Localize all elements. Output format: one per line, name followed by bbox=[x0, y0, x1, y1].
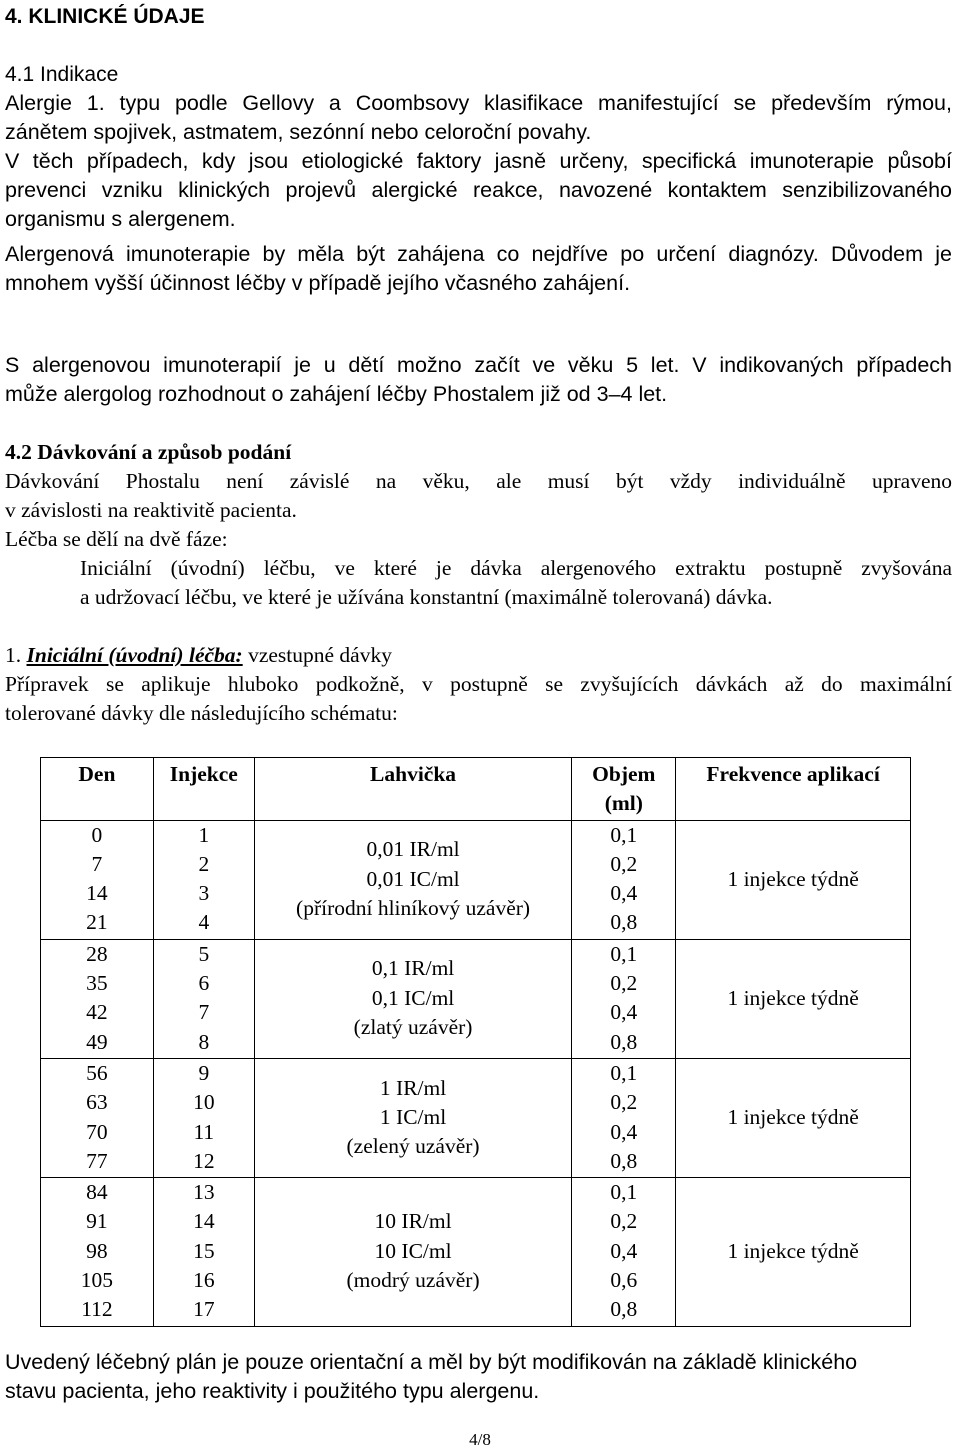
header-injection: Injekce bbox=[153, 758, 254, 821]
vial-cell-value: 10 IC/ml bbox=[374, 1238, 452, 1263]
initial-phase-title: Iniciální (úvodní) léčba: bbox=[26, 643, 243, 667]
day-cell-value: 70 bbox=[86, 1119, 108, 1144]
paragraph-line: Léčba se dělí na dvě fáze: bbox=[5, 527, 228, 551]
day-cell-value: 21 bbox=[86, 910, 108, 935]
volume-cell-value: 0,2 bbox=[610, 1209, 638, 1234]
phase-line: a udržovací léčbu, ve které je užívána konstantní (maximálně tolerovaná) dávka. bbox=[80, 585, 773, 609]
phase-line: Iniciální (úvodní) léčbu, ve které je dávka alergenového extraktu postupně zvyšována bbox=[80, 556, 952, 580]
vial-cell bbox=[254, 1058, 572, 1177]
paragraph-line: Alergenová imunoterapie by měla být zahájena co nejdříve po určení diagnózy. Důvodem je bbox=[5, 242, 952, 266]
day-cell-value: 14 bbox=[86, 881, 108, 906]
paragraph-line: zánětem spojivek, astmatem, sezónní nebo celoroční povahy. bbox=[5, 120, 592, 144]
volume-cell-value: 0,2 bbox=[610, 1090, 638, 1115]
frequency-value: 1 injekce týdně bbox=[727, 985, 859, 1010]
frequency-cell bbox=[676, 1058, 911, 1177]
day-cell-value: 7 bbox=[91, 851, 103, 876]
day-cell-value: 84 bbox=[86, 1180, 108, 1205]
paragraph-line: Dávkování Phostalu není závislé na věku, ale musí být vždy individuálně upraveno bbox=[5, 469, 952, 493]
frequency-cell bbox=[676, 820, 911, 939]
volume-cell-value: 0,1 bbox=[610, 822, 638, 847]
injection-cell-value: 13 bbox=[193, 1180, 215, 1205]
injection-cell-value: 6 bbox=[198, 971, 210, 996]
vial-cell-value: 1 IR/ml bbox=[379, 1075, 447, 1100]
injection-cell-value: 12 bbox=[193, 1148, 215, 1173]
paragraph-line: v závislosti na reaktivitě pacienta. bbox=[5, 498, 297, 522]
day-cell-value: 0 bbox=[91, 822, 103, 847]
volume-cell-value: 0,1 bbox=[610, 941, 638, 966]
volume-cell-value: 0,1 bbox=[610, 1180, 638, 1205]
injection-cell-value: 11 bbox=[193, 1119, 215, 1144]
frequency-value: 1 injekce týdně bbox=[727, 1238, 859, 1263]
volume-cell-value: 0,1 bbox=[610, 1060, 638, 1085]
injection-cell-value: 4 bbox=[198, 910, 210, 935]
initial-phase-rest: vzestupné dávky bbox=[242, 643, 392, 667]
paragraph-line: Přípravek se aplikuje hluboko podkožně, v postupně se zvyšujících dávkách až do maximální bbox=[5, 672, 952, 696]
subsection-title-davkovani: 4.2 Dávkování a způsob podání bbox=[5, 440, 292, 464]
table-row bbox=[41, 939, 911, 1058]
vial-cell bbox=[254, 1178, 572, 1326]
volume-cell bbox=[572, 1178, 676, 1326]
day-cell-value: 42 bbox=[86, 1000, 108, 1025]
injection-cell bbox=[153, 1178, 254, 1326]
paragraph-line: Alergie 1. typu podle Gellovy a Coombsovy klasifikace manifestující se především rýmou, bbox=[5, 91, 952, 115]
volume-cell-value: 0,6 bbox=[610, 1268, 638, 1293]
header-day: Den bbox=[41, 758, 154, 821]
frequency-value: 1 injekce týdně bbox=[727, 1104, 859, 1129]
section-title: 4. KLINICKÉ ÚDAJE bbox=[5, 5, 205, 28]
vial-cell-value: (zlatý uzávěr) bbox=[353, 1015, 473, 1040]
subsection-title-indikace: 4.1 Indikace bbox=[5, 63, 119, 86]
injection-cell-value: 1 bbox=[198, 822, 210, 847]
volume-cell-value: 0,8 bbox=[610, 910, 638, 935]
volume-cell-value: 0,4 bbox=[610, 1000, 638, 1025]
volume-cell bbox=[572, 1058, 676, 1177]
injection-cell-value: 15 bbox=[193, 1238, 215, 1263]
injection-cell bbox=[153, 820, 254, 939]
paragraph-line: organismu s alergenem. bbox=[5, 207, 236, 231]
paragraph-line: mnohem vyšší účinnost léčby v případě jejího včasného zahájení. bbox=[5, 271, 631, 295]
volume-cell-value: 0,2 bbox=[610, 971, 638, 996]
vial-cell-value: 0,1 IC/ml bbox=[371, 985, 455, 1010]
vial-cell-value: (modrý uzávěr) bbox=[346, 1268, 480, 1293]
volume-cell bbox=[572, 820, 676, 939]
header-frequency: Frekvence aplikací bbox=[676, 758, 911, 821]
day-cell bbox=[41, 1058, 154, 1177]
vial-cell-value: 0,01 IR/ml bbox=[366, 837, 460, 862]
injection-cell-value: 8 bbox=[198, 1029, 210, 1054]
day-cell bbox=[41, 820, 154, 939]
injection-cell-value: 9 bbox=[198, 1060, 210, 1085]
volume-cell-value: 0,4 bbox=[610, 881, 638, 906]
vial-cell-value: (zelený uzávěr) bbox=[346, 1134, 480, 1159]
injection-cell bbox=[153, 939, 254, 1058]
paragraph-line: V těch případech, kdy jsou etiologické faktory jasně určeny, specifická imunoterapie působí bbox=[5, 149, 952, 173]
injection-cell-value: 3 bbox=[198, 881, 210, 906]
header-vial: Lahvička bbox=[254, 758, 572, 821]
vial-cell-value: 0,1 IR/ml bbox=[371, 956, 455, 981]
page-number: 4/8 bbox=[469, 1430, 491, 1449]
volume-cell-value: 0,4 bbox=[610, 1238, 638, 1263]
table-row bbox=[41, 1058, 911, 1177]
frequency-cell bbox=[676, 1178, 911, 1326]
paragraph-line: může alergolog rozhodnout o zahájení léčby Phostalem již od 3–4 let. bbox=[5, 382, 668, 406]
injection-cell-value: 5 bbox=[198, 941, 210, 966]
injection-cell bbox=[153, 1058, 254, 1177]
injection-cell-value: 10 bbox=[193, 1090, 215, 1115]
day-cell-value: 91 bbox=[86, 1209, 108, 1234]
header-volume: Objem (ml) bbox=[572, 758, 676, 821]
vial-cell-value: 1 IC/ml bbox=[379, 1104, 447, 1129]
paragraph-line: Uvedený léčebný plán je pouze orientační a měl by být modifikován na základě klinického bbox=[5, 1350, 858, 1374]
table-row bbox=[41, 820, 911, 939]
day-cell bbox=[41, 1178, 154, 1326]
day-cell-value: 28 bbox=[86, 941, 108, 966]
day-cell-value: 112 bbox=[81, 1297, 113, 1322]
day-cell-value: 35 bbox=[86, 971, 108, 996]
vial-cell bbox=[254, 939, 572, 1058]
table-row bbox=[41, 1178, 911, 1326]
injection-cell-value: 2 bbox=[198, 851, 210, 876]
frequency-cell bbox=[676, 939, 911, 1058]
paragraph-line: tolerované dávky dle následujícího schématu: bbox=[5, 701, 398, 725]
day-cell-value: 77 bbox=[86, 1148, 108, 1173]
day-cell-value: 63 bbox=[86, 1090, 108, 1115]
frequency-value: 1 injekce týdně bbox=[727, 866, 859, 891]
vial-cell bbox=[254, 820, 572, 939]
day-cell-value: 49 bbox=[86, 1029, 108, 1054]
day-cell-value: 105 bbox=[80, 1268, 114, 1293]
paragraph-line: S alergenovou imunoterapií je u dětí možno začít ve věku 5 let. V indikovaných případech bbox=[5, 353, 952, 377]
vial-cell-value: (přírodní hliníkový uzávěr) bbox=[296, 895, 531, 920]
paragraph-line: prevenci vzniku klinických projevů alergické reakce, navozené kontaktem senzibilizovaného bbox=[5, 178, 952, 202]
table-header-row bbox=[41, 758, 911, 821]
injection-cell-value: 16 bbox=[193, 1268, 215, 1293]
day-cell-value: 56 bbox=[86, 1060, 108, 1085]
volume-cell-value: 0,8 bbox=[610, 1029, 638, 1054]
day-cell-value: 98 bbox=[86, 1238, 108, 1263]
paragraph-line: stavu pacienta, jeho reaktivity i použitého typu alergenu. bbox=[5, 1379, 540, 1403]
injection-cell-value: 14 bbox=[193, 1209, 215, 1234]
volume-cell-value: 0,8 bbox=[610, 1148, 638, 1173]
injection-cell-value: 7 bbox=[198, 1000, 210, 1025]
dosing-table bbox=[40, 757, 911, 1327]
day-cell bbox=[41, 939, 154, 1058]
volume-cell bbox=[572, 939, 676, 1058]
initial-phase-heading bbox=[5, 641, 952, 670]
injection-cell-value: 17 bbox=[193, 1297, 215, 1322]
initial-phase-number: 1. bbox=[5, 643, 27, 667]
volume-cell-value: 0,2 bbox=[610, 851, 638, 876]
vial-cell-value: 10 IR/ml bbox=[374, 1209, 452, 1234]
volume-cell-value: 0,8 bbox=[610, 1297, 638, 1322]
volume-cell-value: 0,4 bbox=[610, 1119, 638, 1144]
vial-cell-value: 0,01 IC/ml bbox=[366, 866, 460, 891]
